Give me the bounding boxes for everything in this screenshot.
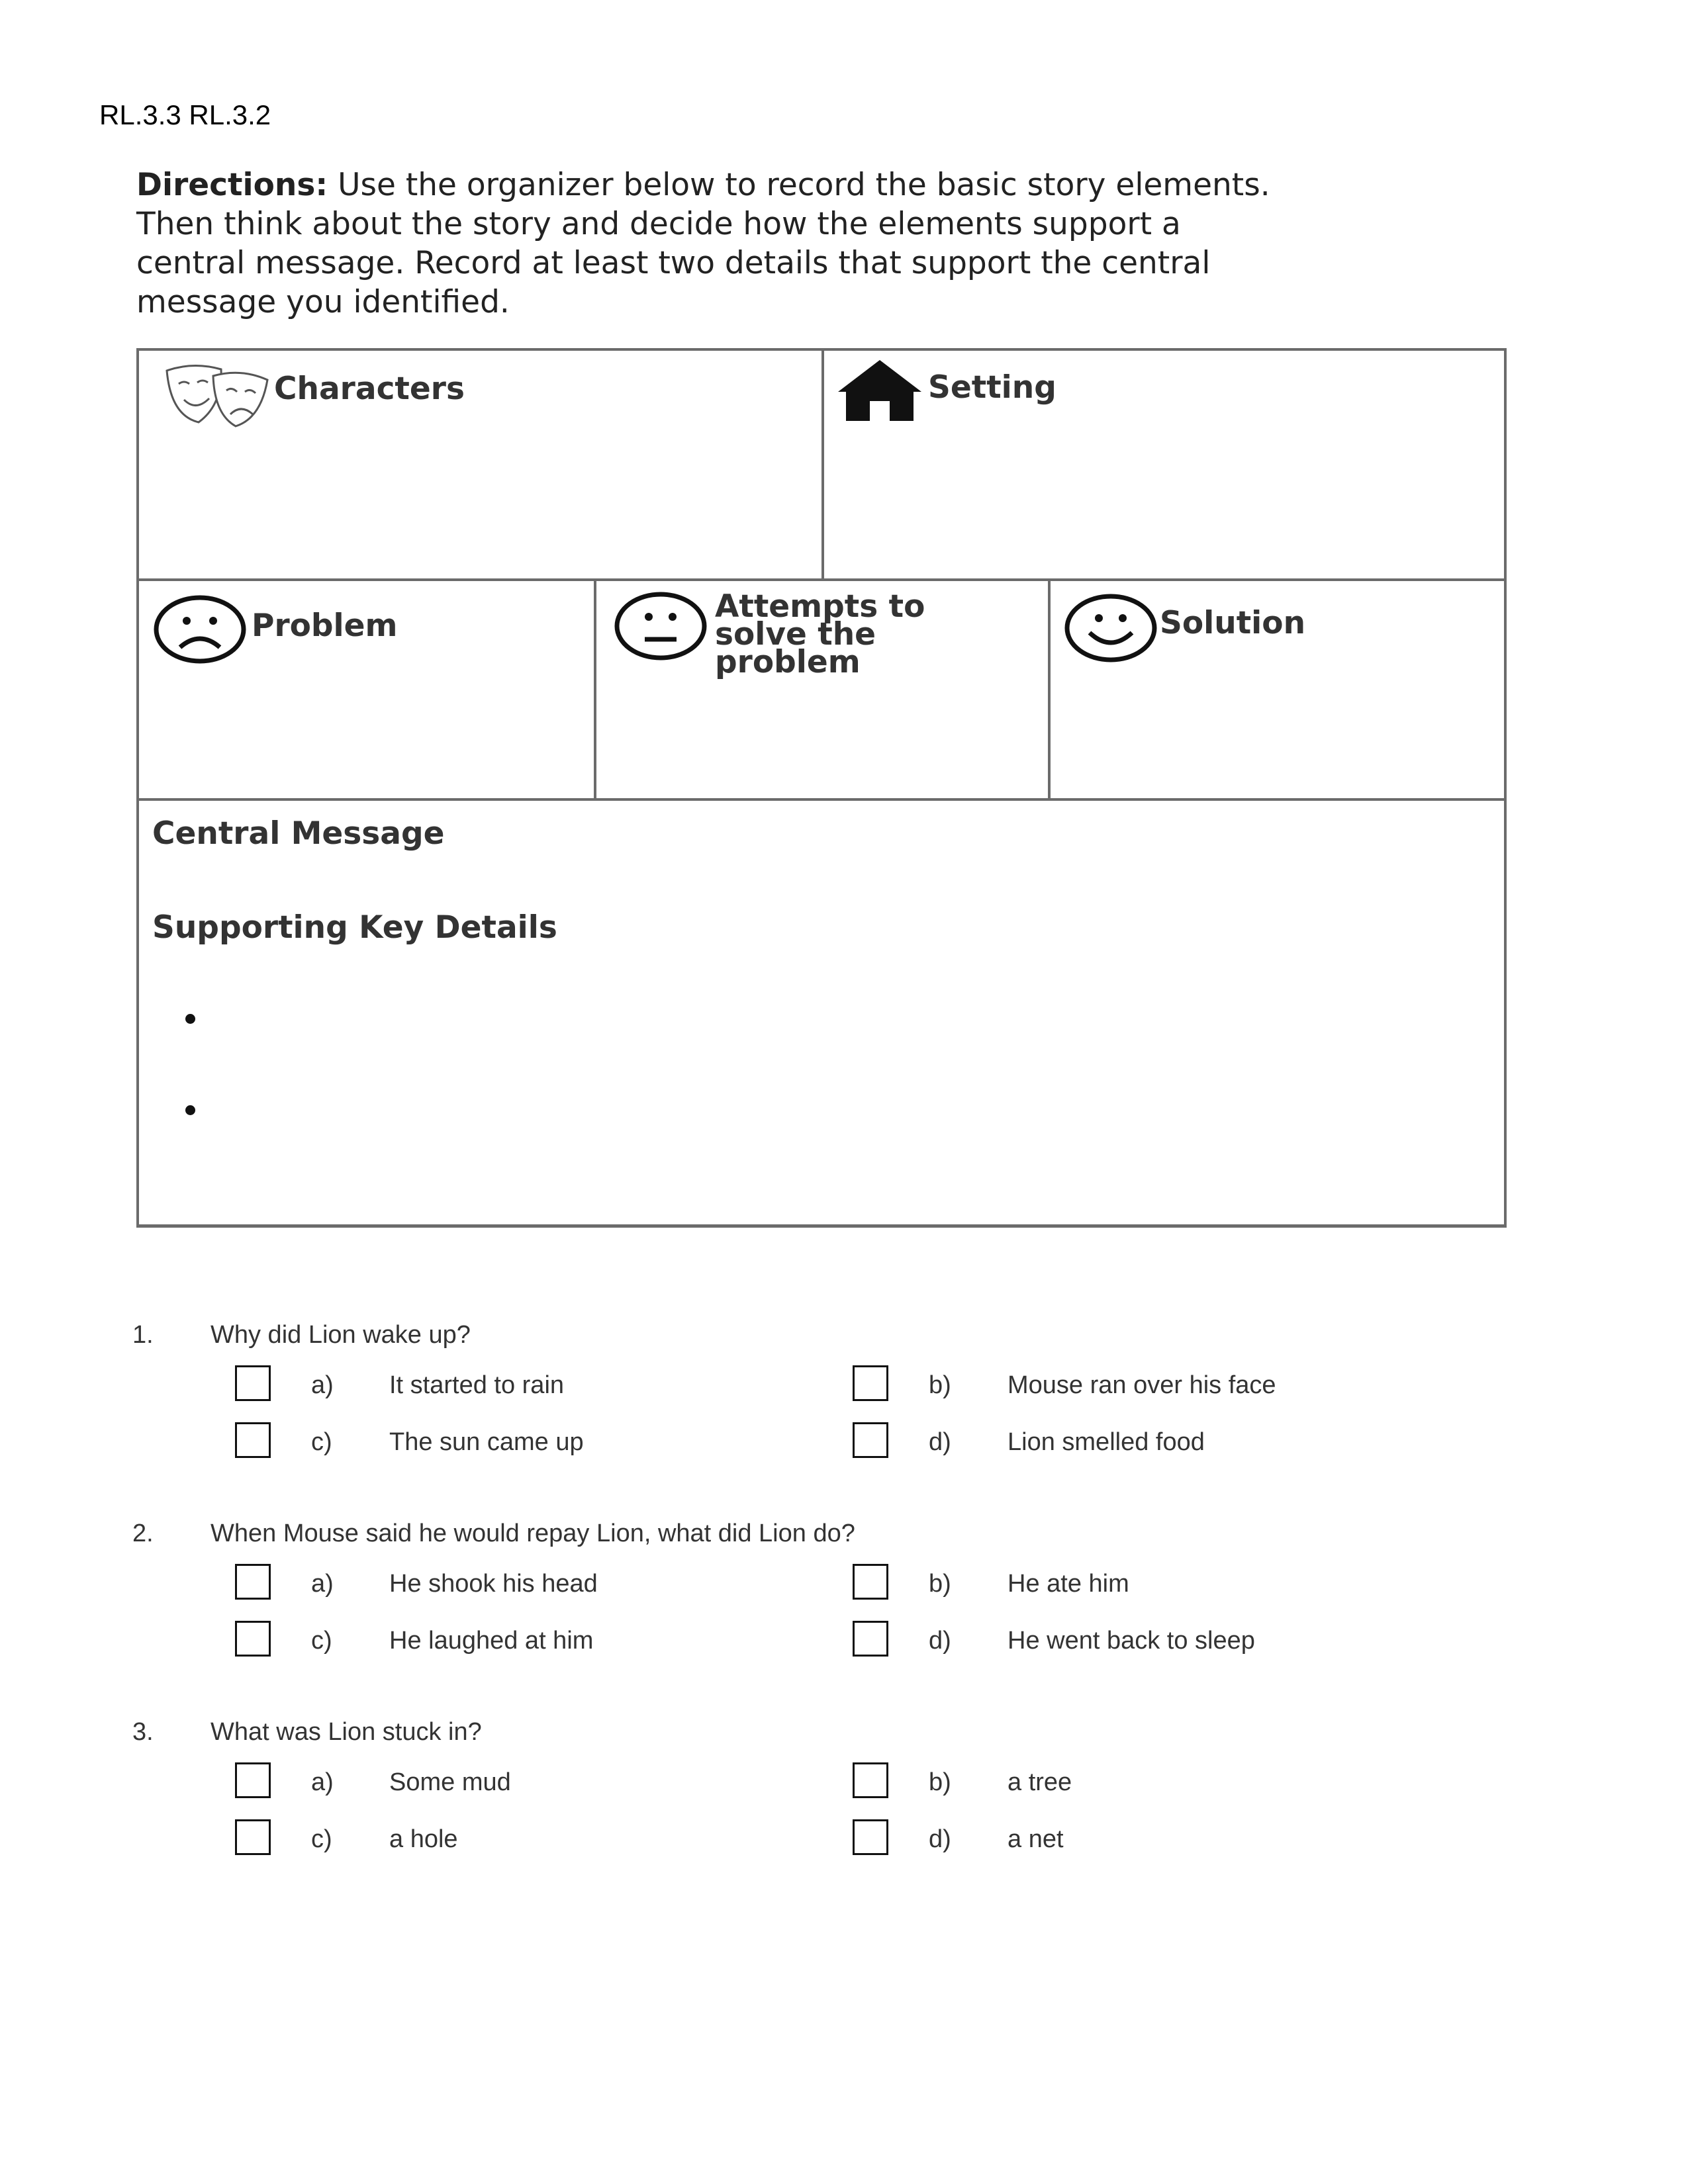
option-text: a tree [1008,1768,1072,1796]
organizer-col-divider [1048,578,1051,799]
directions-line: Then think about the story and decide how the elements support a [136,206,1181,242]
option-text: Mouse ran over his face [1008,1371,1276,1399]
organizer-border-right [1504,348,1507,1228]
answer-checkbox[interactable] [853,1762,888,1798]
option-text: It started to rain [389,1371,565,1399]
supporting-details-label: Supporting Key Details [152,909,557,946]
detail-bullet [185,1105,195,1115]
option-text: Some mud [389,1768,511,1796]
answer-checkbox[interactable] [235,1422,271,1458]
option-letter: c) [311,1428,332,1456]
answer-checkbox[interactable] [853,1365,888,1401]
option-letter: b) [929,1371,951,1399]
attempts-line: Attempts to [715,588,925,625]
option-letter: c) [311,1825,332,1853]
characters-label: Characters [274,371,465,407]
directions-label: Directions: [136,167,328,203]
answer-checkbox[interactable] [235,1564,271,1600]
question-text: Why did Lion wake up? [211,1321,471,1349]
attempts-label [715,588,925,680]
solution-label: Solution [1160,605,1306,641]
option-letter: a) [311,1570,334,1598]
answer-checkbox[interactable] [235,1819,271,1855]
answer-checkbox[interactable] [853,1621,888,1657]
organizer-col-divider [821,348,824,580]
option-letter: b) [929,1570,951,1598]
directions-line: message you identified. [136,284,510,320]
option-letter: d) [929,1627,951,1655]
attempts-line: problem [715,644,861,680]
option-letter: d) [929,1825,951,1853]
option-letter: c) [311,1627,332,1655]
question-number: 2. [132,1520,154,1547]
question-number: 3. [132,1718,154,1746]
option-text: The sun came up [389,1428,584,1456]
attempts-line: solve the [715,616,876,653]
option-text: He laughed at him [389,1627,594,1655]
answer-checkbox[interactable] [853,1422,888,1458]
theater-masks-icon [162,359,274,430]
answer-checkbox[interactable] [235,1762,271,1798]
option-text: He shook his head [389,1570,598,1598]
question-number: 1. [132,1321,154,1349]
problem-label: Problem [252,608,398,644]
directions-line: Use the organizer below to record the basic story elements. [328,167,1270,203]
answer-checkbox[interactable] [235,1621,271,1657]
standards-label: RL.3.3 RL.3.2 [99,99,271,130]
organizer-border-bottom [136,1224,1507,1228]
organizer-row-divider [136,798,1507,801]
option-letter: a) [311,1768,334,1796]
organizer-border-left [136,348,139,1228]
house-icon [835,357,924,424]
option-letter: d) [929,1428,951,1456]
option-text: a net [1008,1825,1064,1853]
question-text: What was Lion stuck in? [211,1718,482,1746]
central-message-label: Central Message [152,815,445,852]
detail-bullet [185,1014,195,1024]
option-text: He went back to sleep [1008,1627,1255,1655]
answer-checkbox[interactable] [853,1819,888,1855]
question-text: When Mouse said he would repay Lion, what did Lion do? [211,1520,855,1547]
directions-text [136,165,1513,322]
answer-checkbox[interactable] [235,1365,271,1401]
option-text: a hole [389,1825,458,1853]
organizer-col-divider [594,578,596,799]
option-text: Lion smelled food [1008,1428,1205,1456]
directions-line: central message. Record at least two details that support the central [136,245,1211,281]
option-letter: b) [929,1768,951,1796]
sad-face-icon [151,593,250,666]
answer-checkbox[interactable] [853,1564,888,1600]
option-letter: a) [311,1371,334,1399]
option-text: He ate him [1008,1570,1129,1598]
happy-face-icon [1062,592,1161,664]
neutral-face-icon [612,589,711,663]
setting-label: Setting [928,369,1056,406]
